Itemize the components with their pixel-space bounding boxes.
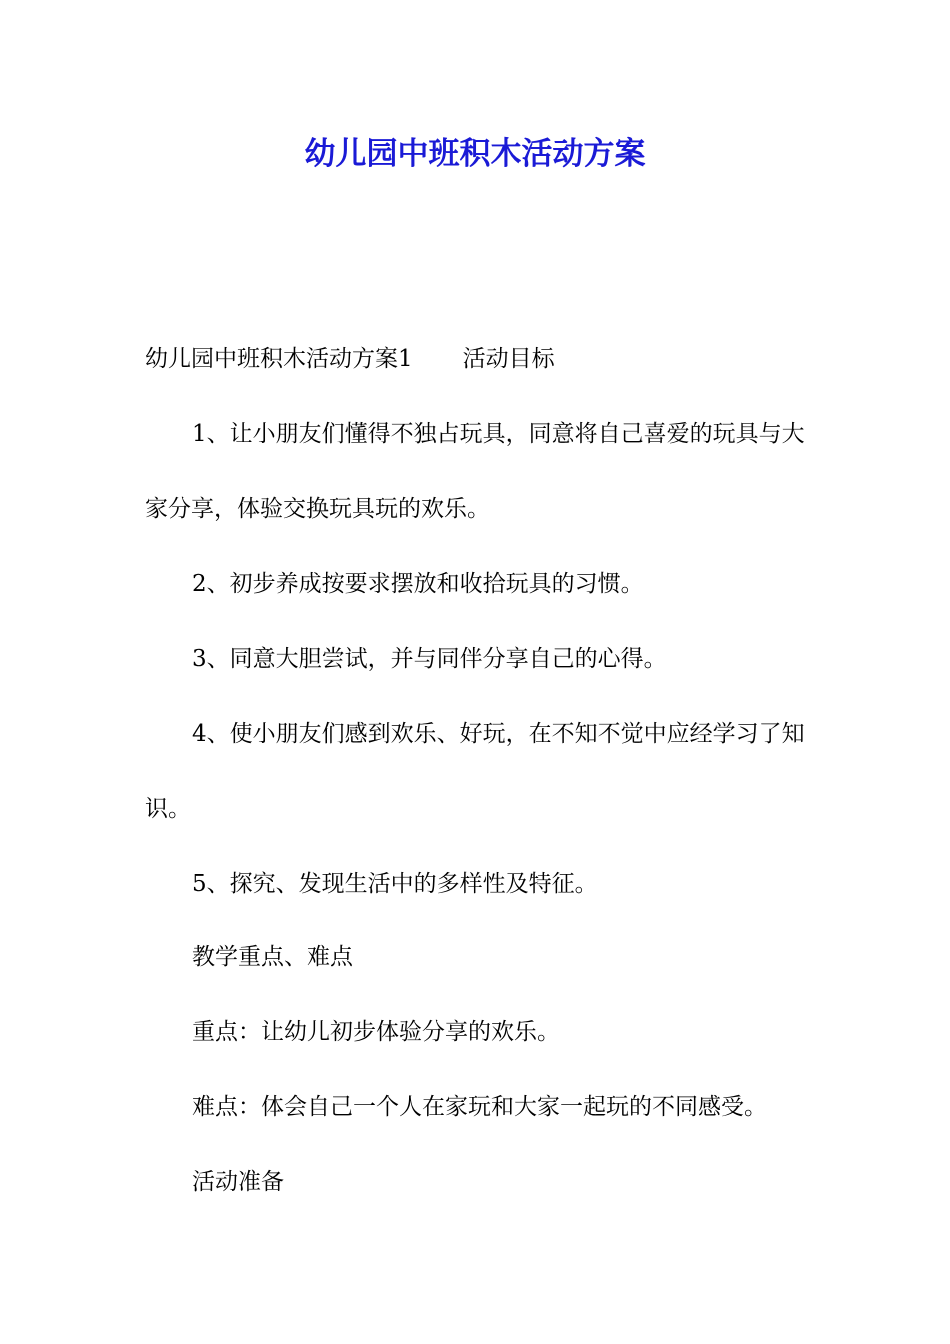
goal-paragraph-2: 2、初步养成按要求摆放和收拾玩具的习惯。 [192,571,644,597]
difficulty-paragraph: 难点：体会自己一个人在家玩和大家一起玩的不同感受。 [192,1094,767,1120]
preparation-heading: 活动准备 [192,1169,284,1195]
key-points-heading: 教学重点、难点 [192,944,353,970]
key-point-paragraph: 重点：让幼儿初步体验分享的欢乐。 [192,1019,560,1045]
goal-paragraph-3: 3、同意大胆尝试，并与同伴分享自己的心得。 [192,646,667,672]
section-heading-line [145,322,810,397]
document-title: 幼儿园中班积木活动方案 [304,136,646,172]
section-subheading: 活动目标 [462,346,555,372]
goal-paragraph-1: 1、让小朋友们懂得不独占玩具，同意将自己喜爱的玩具与大家分享，体验交换玩具玩的欢乐。 [145,421,805,522]
goal-paragraph-4: 4、使小朋友们感到欢乐、好玩，在不知不觉中应经学习了知识。 [145,721,805,822]
section-heading: 幼儿园中班积木活动方案1 [145,346,413,372]
goal-paragraph-5: 5、探究、发现生活中的多样性及特征。 [192,871,598,897]
